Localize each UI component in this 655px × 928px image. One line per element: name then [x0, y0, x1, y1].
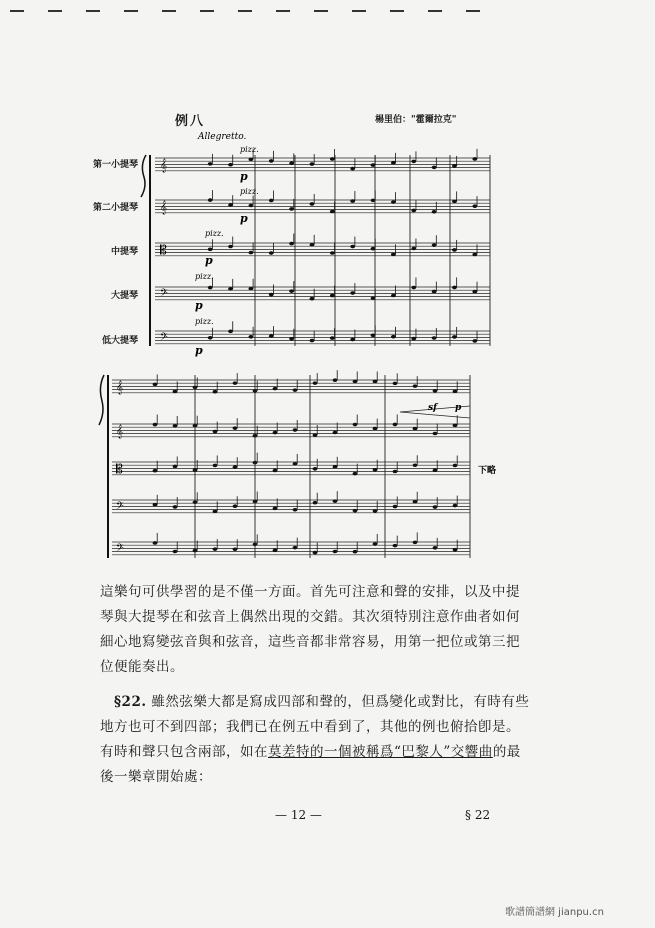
pizz-marking-v2: pizz.: [240, 187, 259, 196]
example-title: 例八: [175, 114, 206, 129]
dynamic-p-bass: p: [195, 344, 203, 357]
system2-note: [213, 430, 218, 434]
system1-note: [432, 210, 437, 214]
pizz-marking-v1: pizz.: [240, 145, 259, 154]
system1-note: [269, 159, 274, 163]
system2-note: [273, 387, 278, 391]
system2-note: [293, 428, 298, 432]
system1-note: [208, 286, 213, 290]
system1-note: [452, 335, 457, 339]
system2-note: [293, 508, 298, 512]
system2-brace: [99, 375, 104, 425]
system2-note: [433, 468, 438, 472]
paragraph-underlined: 莫差特的一個被稱爲“巴黎人”交響曲: [268, 744, 493, 760]
system1-note: [248, 287, 253, 291]
system2-note: [213, 464, 218, 468]
system1-note: [391, 253, 396, 257]
system2-note: [333, 499, 338, 503]
system1-note: [269, 293, 274, 297]
system1-note: [310, 202, 315, 206]
system1-note: [289, 207, 294, 211]
system1-note: [432, 166, 437, 170]
system1-note: [472, 253, 477, 257]
system1-note: [411, 209, 416, 213]
system2-note: [293, 388, 298, 392]
system1-note: [310, 162, 315, 166]
system1-note: [452, 286, 457, 290]
pizz-marking-cello: pizz.: [195, 272, 214, 281]
system1-note: [228, 287, 233, 291]
continued-marking: 下略: [478, 466, 497, 476]
system1-note: [452, 248, 457, 252]
system2-note: [313, 467, 318, 471]
system2-note: [453, 548, 458, 552]
system1-note: [208, 162, 213, 166]
system1-note: [432, 290, 437, 294]
system2-note: [433, 505, 438, 509]
clef-mark: 𝄢: [116, 542, 124, 556]
system2-note: [433, 432, 438, 436]
system2-note: [353, 550, 358, 554]
system1-note: [330, 336, 335, 340]
system2-note: [373, 427, 378, 431]
system2-note: [373, 542, 378, 546]
clef-mark: 𝄢: [160, 331, 168, 345]
system2-note: [453, 389, 458, 393]
system1-note: [391, 335, 396, 339]
clef-mark: 𝄡: [116, 462, 123, 476]
system1-note: [350, 245, 355, 249]
system1-note: [411, 286, 416, 290]
system1-note: [310, 339, 315, 343]
system2-note: [173, 424, 178, 428]
system1-note: [411, 160, 416, 164]
system2-note: [393, 470, 398, 474]
system1-note: [208, 198, 213, 202]
pizz-marking-bass: pizz.: [195, 317, 214, 326]
dynamic-sf: sf: [428, 403, 437, 413]
instrument-label-cello: 大提琴: [110, 291, 138, 301]
system2-note: [273, 507, 278, 511]
system1-note: [472, 204, 477, 208]
system2-note: [333, 465, 338, 469]
system2-note: [233, 504, 238, 508]
clef-mark: 𝄞: [160, 200, 168, 214]
system2-note: [433, 389, 438, 393]
system1-note: [269, 251, 274, 255]
system2-note: [413, 384, 418, 388]
system1-note: [432, 243, 437, 247]
dynamic-p-v2: p: [240, 212, 248, 225]
clef-mark: 𝄢: [116, 500, 124, 514]
system2-note: [213, 390, 218, 394]
system2-note: [313, 433, 318, 437]
system2-note: [153, 423, 158, 427]
clef-mark: 𝄞: [116, 424, 124, 438]
system1-note: [208, 248, 213, 252]
system2-note: [233, 547, 238, 551]
system1-note: [391, 161, 396, 165]
clef-mark: 𝄢: [160, 287, 168, 301]
watermark: 歌譜簡譜網 jianpu.cn: [505, 907, 604, 918]
system2-note: [353, 380, 358, 384]
system2-note: [433, 546, 438, 550]
system1-note: [269, 334, 274, 338]
system2-note: [413, 500, 418, 504]
paragraph-text-b: 的最後一樂章開始處：: [100, 744, 521, 785]
section-number: §22.: [114, 694, 147, 710]
system2-note: [273, 469, 278, 473]
system1-note: [350, 338, 355, 342]
paragraph-section-22: [100, 690, 530, 790]
system1-note: [228, 203, 233, 207]
system1-note: [330, 157, 335, 161]
system1-note: [228, 163, 233, 167]
system1-note: [391, 200, 396, 204]
system2-note: [373, 468, 378, 472]
system2-note: [233, 426, 238, 430]
system1-note: [248, 251, 253, 255]
system2-note: [293, 546, 298, 550]
system2-note: [173, 550, 178, 554]
system2-note: [393, 423, 398, 427]
pizz-marking-viola: pizz.: [205, 229, 224, 238]
dynamic-p-viola: p: [205, 254, 213, 267]
system1-note: [432, 336, 437, 340]
system2-note: [173, 505, 178, 509]
system1-note: [248, 335, 253, 339]
dynamic-p-v1: p: [240, 170, 248, 183]
system1-note: [411, 337, 416, 341]
system2-note: [233, 381, 238, 385]
system2-note: [353, 509, 358, 513]
system1-note: [248, 204, 253, 208]
system1-note: [350, 291, 355, 295]
system1-note: [208, 336, 213, 340]
system1-note: [350, 199, 355, 203]
instrument-label-bass: 低大提琴: [101, 336, 138, 346]
system2-note: [313, 381, 318, 385]
system2-note: [273, 549, 278, 553]
system2-note: [313, 501, 318, 505]
system2-note: [453, 464, 458, 468]
system1-note: [228, 330, 233, 334]
system2-note: [453, 504, 458, 508]
system2-note: [293, 462, 298, 466]
system1-note: [289, 162, 294, 166]
system2-note: [333, 378, 338, 382]
system2-note: [233, 465, 238, 469]
system1-note: [228, 245, 233, 249]
dynamic-p-cello: p: [195, 299, 203, 312]
system2-note: [173, 390, 178, 394]
system2-note: [213, 547, 218, 551]
system1-note: [452, 164, 457, 168]
system1-note: [472, 157, 477, 161]
clef-mark: 𝄞: [116, 380, 124, 394]
system1-note: [330, 294, 335, 298]
instrument-label-viola: 中提琴: [110, 247, 138, 257]
page-number: — 12 —: [275, 808, 322, 822]
system1-note: [289, 337, 294, 341]
paragraph-commentary: 這樂句可供學習的是不僅一方面。首先可注意和聲的安排，以及中提琴與大提琴在和弦音上偶然出現的交錯。其次須特別注意作曲者如何細心地寫變弦音與和弦音，這些音都非常容易，用第一把位或第三把位便能奏出。: [100, 584, 520, 675]
system2-note: [413, 463, 418, 467]
system1-note: [289, 289, 294, 293]
system2-note: [453, 424, 458, 428]
system2-note: [333, 431, 338, 435]
system2-note: [153, 383, 158, 387]
system2-note: [393, 382, 398, 386]
system1-note: [330, 210, 335, 214]
system2-note: [153, 503, 158, 507]
system2-note: [373, 380, 378, 384]
tempo-marking: Allegretto.: [198, 132, 247, 142]
dynamic-p-end: p: [455, 403, 462, 413]
clef-mark: 𝄡: [160, 243, 167, 257]
system2-note: [153, 541, 158, 545]
system1-note: [310, 243, 315, 247]
system2-note: [373, 509, 378, 513]
system1-brace: [141, 155, 146, 197]
system2-note: [393, 544, 398, 548]
system1-note: [472, 290, 477, 294]
system2-note: [353, 423, 358, 427]
system1-note: [310, 297, 315, 301]
system1-note: [452, 200, 457, 204]
system2-note: [413, 427, 418, 431]
instrument-label-violin2: 第二小提琴: [92, 203, 138, 213]
system2-note: [333, 550, 338, 554]
system1-note: [472, 339, 477, 343]
composer-credit: 楊里伯："霍爾拉克": [375, 115, 457, 125]
system2-note: [273, 431, 278, 435]
system2-note: [153, 469, 158, 473]
system1-note: [248, 158, 253, 162]
instrument-label-violin1: 第一小提琴: [92, 160, 138, 170]
system2-note: [313, 551, 318, 555]
system1-note: [269, 199, 274, 203]
system1-note: [391, 294, 396, 298]
system1-note: [350, 167, 355, 171]
clef-mark: 𝄞: [160, 158, 168, 172]
system1-note: [411, 247, 416, 251]
footer-section: § 22: [465, 808, 491, 822]
system1-note: [289, 242, 294, 246]
system2-note: [353, 472, 358, 476]
paragraph-text-a: 雖然弦樂大都是寫成四部和聲的，但爲變化或對比，有時有些地方也可不到四部；我們已在例五中看到了，其他的例也俯拾卽是。有時和聲只包含兩部，如在: [100, 694, 530, 760]
system2-note: [413, 541, 418, 545]
system1-note: [330, 251, 335, 255]
system2-note: [173, 465, 178, 469]
system2-note: [393, 505, 398, 509]
system2-note: [213, 509, 218, 513]
